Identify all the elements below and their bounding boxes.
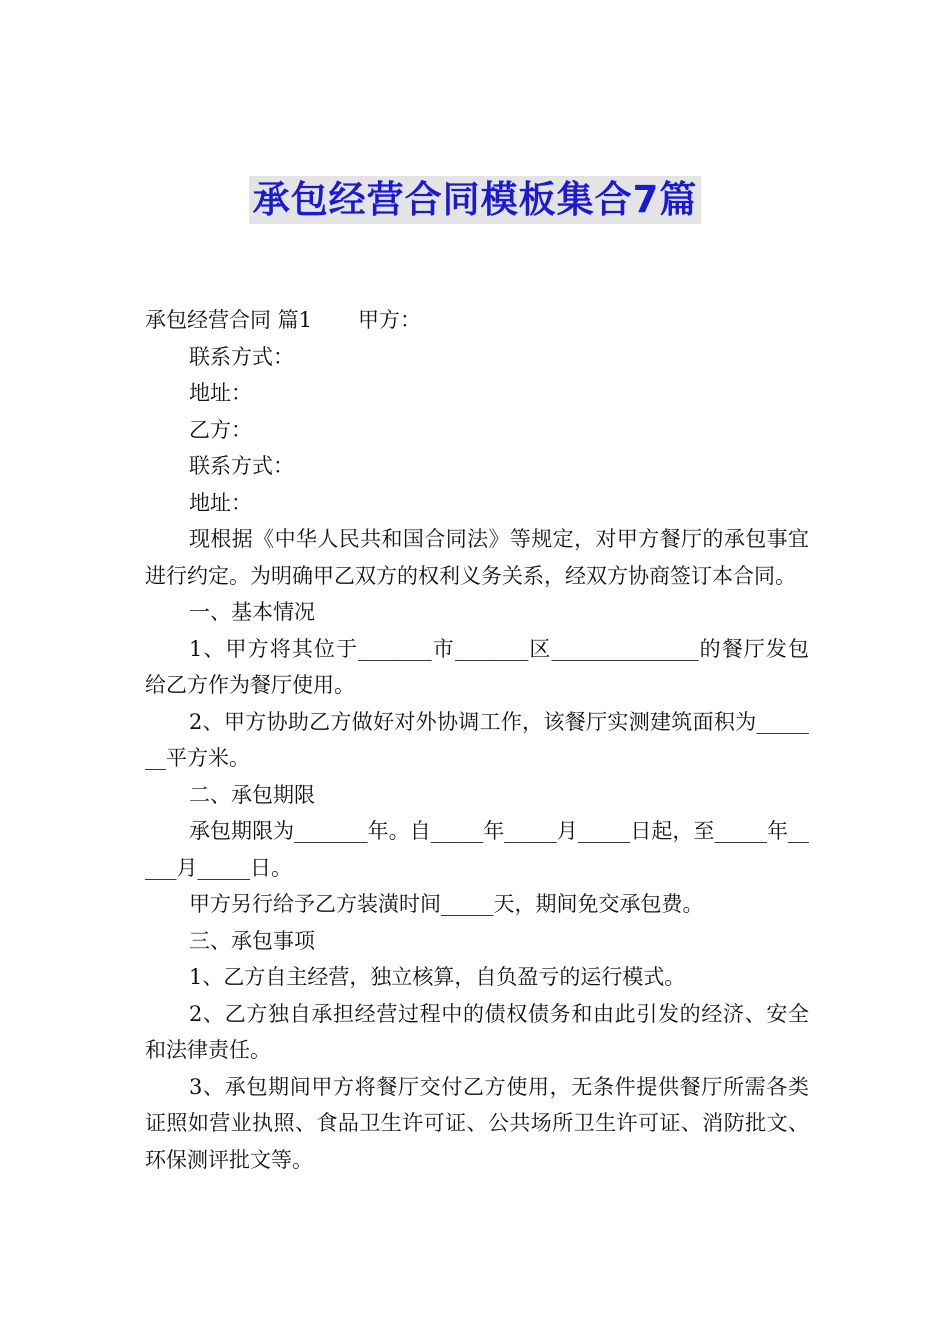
party-b-label: 乙方： <box>189 417 252 442</box>
clause-decoration-time: 甲方另行给予乙方装潢时间_____天，期间免交承包费。 <box>189 892 704 916</box>
section-heading-matters: 三、承包事项 <box>189 928 315 953</box>
preamble-paragraph: 现根据《中华人民共和国合同法》等规定，对甲方餐厅的承包事宜进行约定。为明确甲乙双方的权利义务关系，经双方协商签订本合同。 <box>145 527 809 588</box>
clause-term-period: 承包期限为_______年。自_____年_____月_____日起，至_____年_____月_____日。 <box>145 819 809 880</box>
document-title: 承包经营合同模板集合7篇 <box>249 176 702 224</box>
title-container <box>0 176 950 224</box>
clause-1-1: 1、甲方将其位于_______市_______区______________的餐厅发包给乙方作为餐厅使用。 <box>145 636 809 697</box>
document-body <box>145 302 809 1178</box>
section-heading-basic: 一、基本情况 <box>189 600 315 624</box>
party-a-contact: 联系方式： <box>189 344 294 369</box>
clause-3-1: 1、乙方自主经营，独立核算，自负盈亏的运行模式。 <box>189 965 686 989</box>
clause-1-2: 2、甲方协助乙方做好对外协调工作，该餐厅实测建筑面积为_______平方米。 <box>145 709 809 770</box>
clause-3-2: 2、乙方独自承担经营过程中的债权债务和由此引发的经济、安全和法律责任。 <box>145 1001 809 1062</box>
party-b-address: 地址： <box>189 490 252 515</box>
contract-heading: 承包经营合同 篇1 <box>145 308 313 332</box>
party-a-label: 甲方： <box>358 308 422 332</box>
section-heading-term: 二、承包期限 <box>189 782 315 807</box>
party-a-address: 地址： <box>189 381 252 405</box>
party-b-contact: 联系方式： <box>189 454 294 478</box>
clause-3-3: 3、承包期间甲方将餐厅交付乙方使用，无条件提供餐厅所需各类证照如营业执照、食品卫生许可证、公共场所卫生许可证、消防批文、环保测评批文等。 <box>145 1074 809 1172</box>
contract-heading-line <box>145 302 809 339</box>
